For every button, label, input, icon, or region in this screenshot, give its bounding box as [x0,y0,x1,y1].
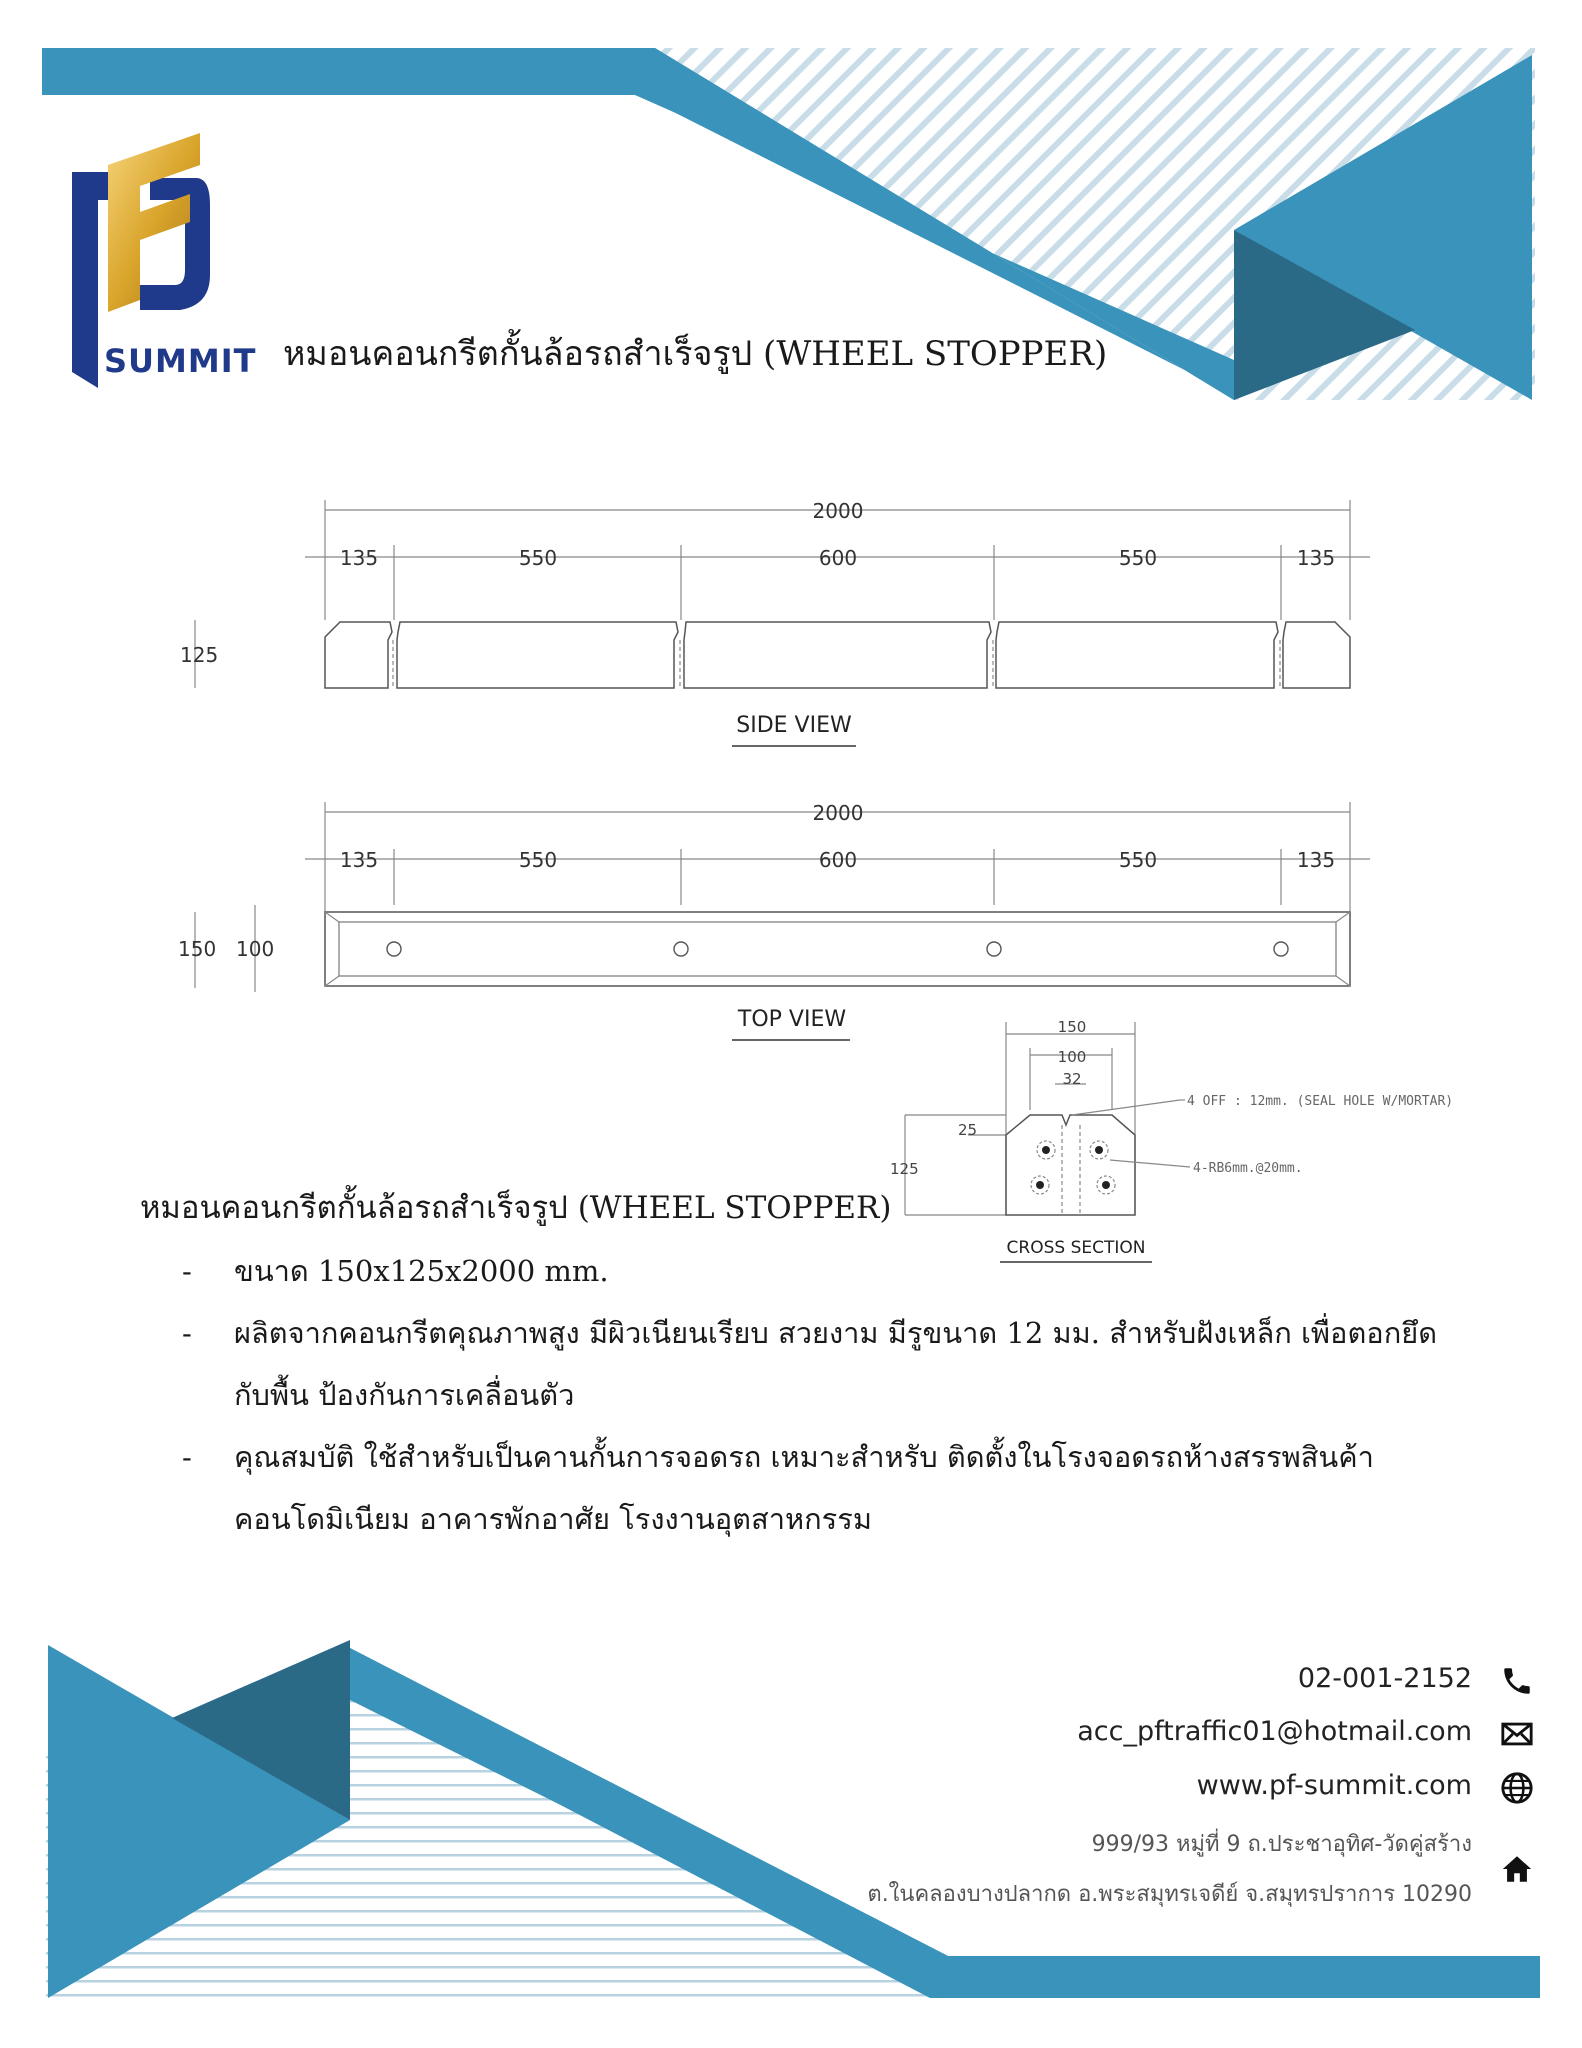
logo-text: SUMMIT [104,342,257,380]
side-dim-3: 600 [818,546,858,570]
spec-item-usage [182,1426,1462,1550]
address-line-1: 999/93 หมู่ที่ 9 ถ.ประชาอุทิศ-วัดคู่สร้าง [1091,1832,1472,1857]
cs-note-holes: 4 OFF : 12mm. (SEAL HOLE W/MORTAR) [1187,1094,1454,1109]
spec-line: ขนาด 150x125x2000 mm. [234,1254,609,1288]
mail-icon [1500,1717,1534,1751]
bullet-dash: - [182,1440,192,1474]
side-view-label: SIDE VIEW [736,713,852,738]
spec-list [182,1240,1462,1550]
side-height-dim: 125 [180,643,219,667]
top-dim-4: 550 [1118,848,1158,872]
cs-dim-150: 150 [1057,1018,1087,1036]
page-title: หมอนคอนกรีตกั้นล้อรถสำเร็จรูป (WHEEL STOPPER) [283,334,1108,374]
side-dim-1: 135 [339,546,379,570]
home-icon [1500,1852,1534,1886]
top-width-inner-dim: 100 [236,937,275,961]
top-dim-1: 135 [339,848,379,872]
spec-line: คุณสมบัติ ใช้สำหรับเป็นคานกั้นการจอดรถ เหมาะสำหรับ ติดตั้งในโรงจอดรถห้างสรรพสินค้า [234,1440,1374,1474]
contact-phone[interactable]: 02-001-2152 [1297,1663,1472,1694]
top-width-outer-dim: 150 [178,937,217,961]
side-overall-dim: 2000 [812,499,864,523]
phone-icon [1500,1664,1534,1698]
specs-heading: หมอนคอนกรีตกั้นล้อรถสำเร็จรูป (WHEEL STOPPER) [140,1190,892,1226]
cs-dim-32: 32 [1062,1070,1082,1088]
contact-email[interactable]: acc_pftraffic01@hotmail.com [1077,1716,1472,1747]
bullet-dash: - [182,1316,192,1350]
address-line-2: ต.ในคลองบางปลากด อ.พระสมุทรเจดีย์ จ.สมุทรปราการ 10290 [867,1882,1472,1907]
top-dim-3: 600 [818,848,858,872]
cs-note-rebar: 4-RB6mm.@20mm. [1193,1161,1303,1176]
cs-dim-100: 100 [1057,1048,1087,1066]
side-dim-2: 550 [518,546,558,570]
spec-line: คอนโดมิเนียม อาคารพักอาศัย โรงงานอุตสาหกรรม [234,1502,872,1536]
top-view-label: TOP VIEW [737,1007,847,1032]
bullet-dash: - [182,1254,192,1288]
spec-line: กับพื้น ป้องกันการเคลื่อนตัว [234,1378,575,1412]
top-overall-dim: 2000 [812,801,864,825]
spec-item-size [182,1240,1462,1302]
spec-line: ผลิตจากคอนกรีตคุณภาพสูง มีผิวเนียนเรียบ สวยงาม มีรูขนาด 12 มม. สำหรับฝังเหล็ก เพื่อตอกยึด [234,1316,1438,1350]
cross-section-label: CROSS SECTION [1006,1238,1146,1258]
cs-dim-25: 25 [958,1121,978,1139]
side-dim-5: 135 [1296,546,1336,570]
bottom-blue-bar [948,1956,1540,1998]
top-dim-2: 550 [518,848,558,872]
top-dim-5: 135 [1296,848,1336,872]
spec-item-material [182,1302,1462,1426]
globe-icon [1500,1771,1534,1805]
contact-website[interactable]: www.pf-summit.com [1196,1770,1472,1801]
cs-dim-125: 125 [890,1160,919,1178]
side-dim-4: 550 [1118,546,1158,570]
